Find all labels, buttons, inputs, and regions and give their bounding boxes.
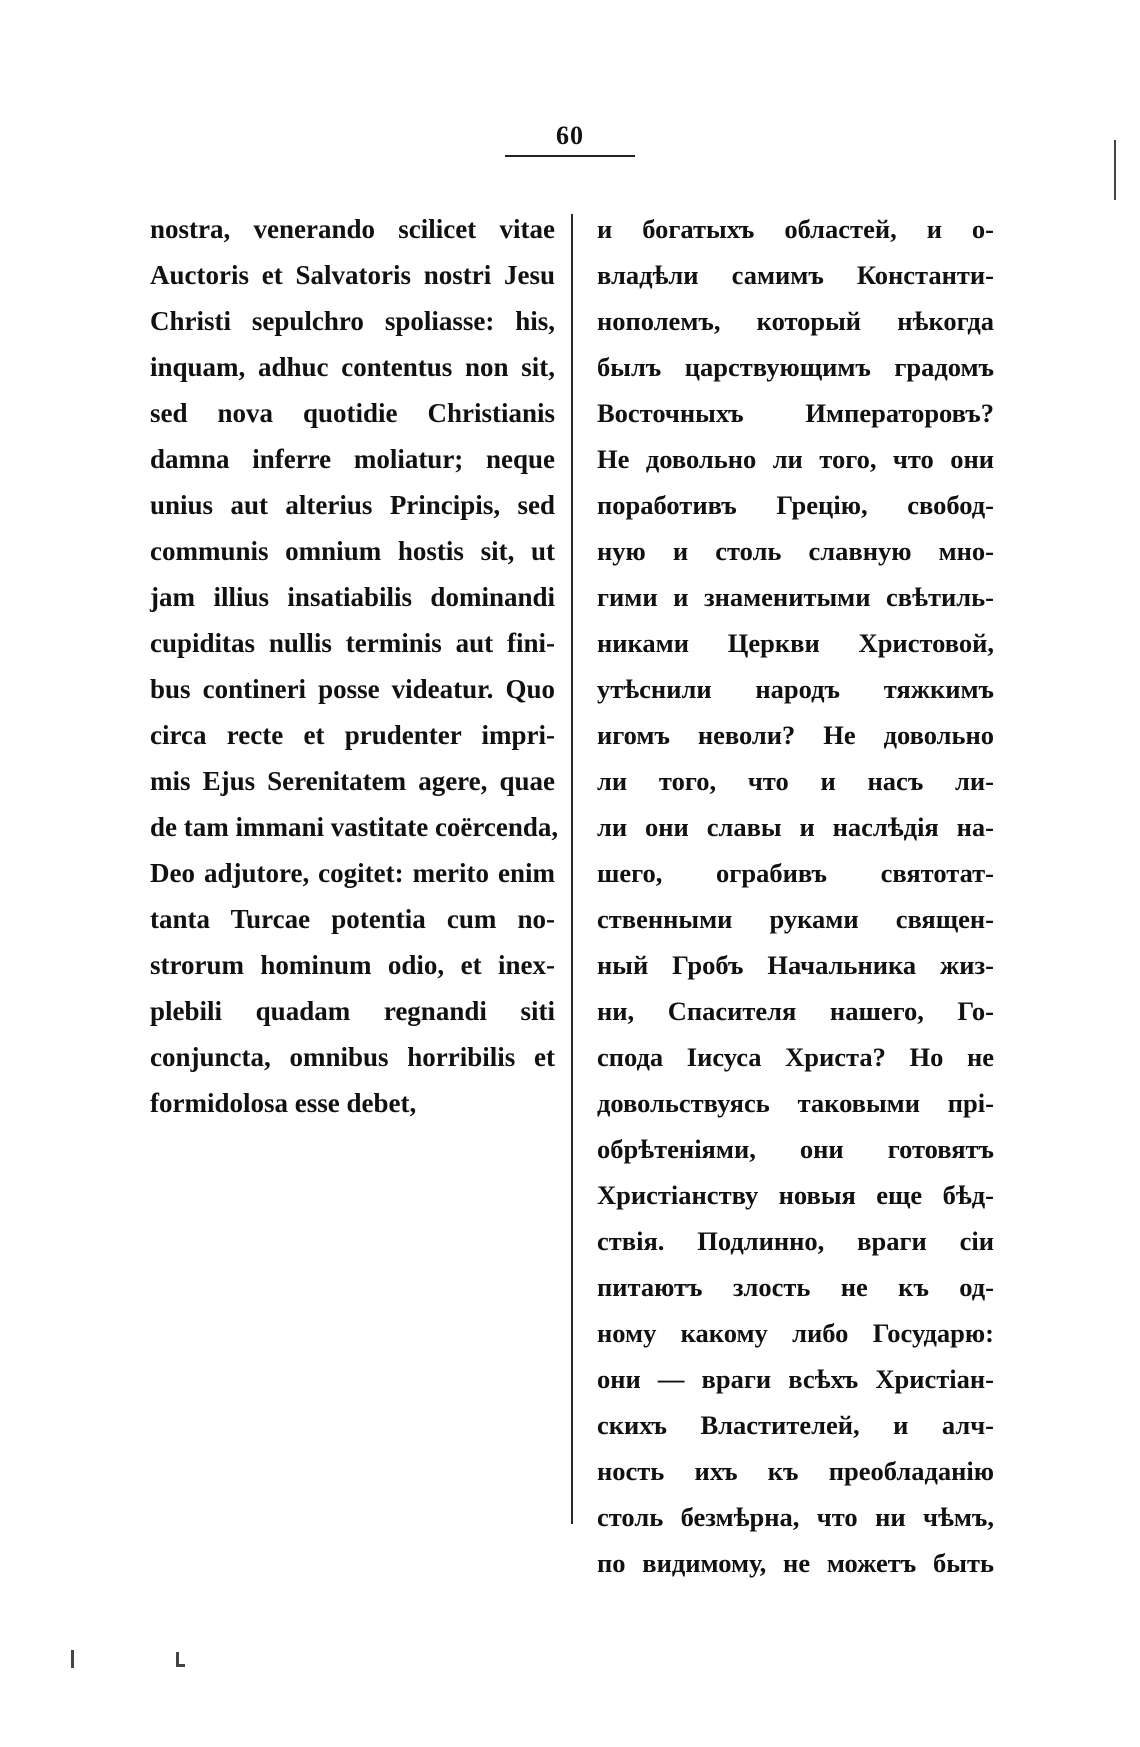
text-line: jam illius insatiabilis dominandi [150, 582, 555, 612]
scan-artifact-mark [71, 1650, 74, 1668]
text-line: Восточныхъ Императоровъ? [597, 398, 994, 428]
page-number: 60 [556, 121, 584, 150]
text-line: ли того, что и насъ ли- [597, 766, 994, 796]
text-line: conjuncta, omnibus horribilis et [150, 1042, 555, 1072]
text-line: inquam, adhuc contentus non sit, [150, 352, 555, 382]
text-line: de tam immani vastitate coërcenda, [150, 812, 559, 842]
text-line: ному какому либо Государю: [597, 1318, 994, 1348]
text-line: обрѣтеніями, они готовятъ [597, 1134, 994, 1164]
text-line: гими и знаменитыми свѣтиль- [597, 582, 994, 612]
text-line: шего, ограбивъ святотат- [597, 858, 994, 888]
text-line: утѣснили народъ тяжкимъ [597, 674, 994, 704]
russian-text-column [597, 206, 994, 1586]
text-line: и богатыхъ областей, и о- [597, 214, 994, 244]
text-line: ствія. Подлинно, враги сіи [597, 1226, 994, 1256]
text-line: довольствуясь таковыми прі- [597, 1088, 994, 1118]
text-line: communis omnium hostis sit, ut [150, 536, 555, 566]
text-line: никами Церкви Христовой, [597, 628, 994, 658]
text-line: nostra, venerando scilicet vitae [150, 214, 555, 244]
text-line: игомъ неволи? Не довольно [597, 720, 994, 750]
text-line: питаютъ злость не къ од- [597, 1272, 994, 1302]
scan-edge-mark [1114, 140, 1116, 200]
header-rule [505, 155, 635, 157]
text-line: mis Ejus Serenitatem agere, quae [150, 766, 555, 796]
text-line: circa recte et prudenter impri- [150, 720, 555, 750]
text-line: ность ихъ къ преобладанію [597, 1456, 994, 1486]
text-line: поработивъ Грецію, свобод- [597, 490, 994, 520]
text-line: они — враги всѣхъ Христіан- [597, 1364, 994, 1394]
text-line: bus contineri posse videatur. Quo [150, 674, 555, 704]
text-line: unius aut alterius Principis, sed [150, 490, 555, 520]
text-line: спода Іисуса Христа? Но не [597, 1042, 994, 1072]
column-divider [571, 214, 573, 1524]
text-line: strorum hominum odio, et inex- [150, 950, 555, 980]
text-line: владѣли самимъ Константи- [597, 260, 994, 290]
text-line: damna inferre moliatur; neque [150, 444, 555, 474]
text-line: Auctoris et Salvatoris nostri Jesu [150, 260, 555, 290]
text-line: скихъ Властителей, и алч- [597, 1410, 994, 1440]
text-line: plebili quadam regnandi siti [150, 996, 555, 1026]
text-line: cupiditas nullis terminis aut fini- [150, 628, 555, 658]
text-line: ни, Спасителя нашего, Го- [597, 996, 994, 1026]
text-line: ственными руками священ- [597, 904, 994, 934]
text-line: Христіанству новыя еще бѣд- [597, 1180, 994, 1210]
text-line: Не довольно ли того, что они [597, 444, 994, 474]
text-line: ный Гробъ Начальника жиз- [597, 950, 994, 980]
latin-text-column [150, 206, 559, 1126]
text-line: по видимому, не можетъ быть [597, 1548, 994, 1578]
text-line: Christi sepulchro spoliasse: his, [150, 306, 555, 336]
text-line: tanta Turcae potentia cum no- [150, 904, 555, 934]
text-line: нополемъ, который нѣкогда [597, 306, 994, 336]
text-line: ную и столь славную мно- [597, 536, 994, 566]
text-line: столь безмѣрна, что ни чѣмъ, [597, 1502, 994, 1532]
text-line: ли они славы и наслѣдія на- [597, 812, 994, 842]
text-line: sed nova quotidie Christianis [150, 398, 555, 428]
text-line: formidolosa esse debet, [150, 1088, 417, 1118]
text-line: Deo adjutore, cogitet: merito enim [150, 858, 555, 888]
text-line: былъ царствующимъ градомъ [597, 352, 994, 382]
scan-artifact-mark [176, 1664, 185, 1667]
